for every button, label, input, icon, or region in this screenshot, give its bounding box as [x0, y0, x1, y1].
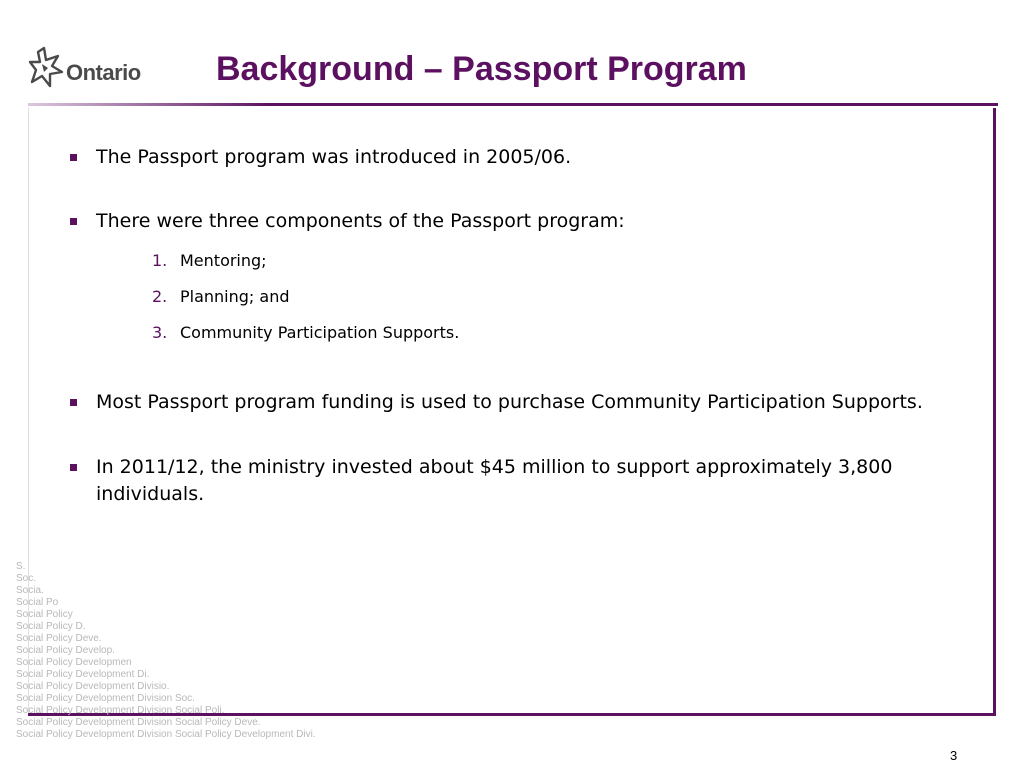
list-number: 2. — [152, 287, 168, 306]
watermark-line: Social Policy Deve. — [16, 633, 102, 644]
list-number: 3. — [152, 323, 168, 342]
bullet-item — [70, 208, 980, 235]
watermark-line: Social Policy Development Division Social Poli. — [16, 705, 225, 716]
division-watermark — [16, 561, 316, 741]
watermark-line: Social Policy Developmen — [16, 657, 132, 668]
slide-content — [70, 144, 980, 508]
list-item — [152, 243, 980, 279]
bullet-text: There were three components of the Passport program: — [96, 210, 625, 232]
watermark-line: Social Policy Development Division Social Policy Deve. — [16, 717, 261, 728]
watermark-line: Soc. — [16, 573, 37, 584]
page-number: 3 — [950, 748, 958, 763]
title-divider — [28, 103, 998, 106]
watermark-line: Social Policy Development Di. — [16, 669, 150, 680]
ontario-logo — [28, 46, 148, 92]
bullet-item — [70, 144, 980, 171]
square-bullet-icon — [70, 154, 77, 161]
square-bullet-icon — [70, 218, 77, 225]
watermark-line: Social Policy — [16, 609, 73, 620]
watermark-line: Social Policy Development Divisio. — [16, 681, 170, 692]
bullet-item — [70, 389, 980, 416]
list-number: 1. — [152, 251, 168, 270]
bullet-item — [70, 454, 980, 508]
list-text: Mentoring; — [180, 251, 267, 270]
square-bullet-icon — [70, 464, 77, 471]
page-title: Background – Passport Program — [216, 50, 747, 88]
watermark-line: Social Policy Development Division Soc. — [16, 693, 195, 704]
list-item — [152, 315, 980, 351]
logo-wordmark: Ontario — [66, 60, 141, 85]
watermark-line: Social Policy Development Division Social Policy Development Divi. — [16, 729, 316, 740]
list-text: Community Participation Supports. — [180, 323, 460, 342]
watermark-line: Socia. — [16, 585, 44, 596]
watermark-line: S. — [16, 561, 26, 572]
bullet-text: Most Passport program funding is used to purchase Community Participation Supports. — [96, 391, 923, 413]
components-list — [70, 243, 980, 351]
watermark-line: Social Policy D. — [16, 621, 86, 632]
watermark-line: Social Po — [16, 597, 59, 608]
bullet-text: In 2011/12, the ministry invested about $45 million to support approximately 3,800 individuals. — [96, 456, 893, 505]
list-item — [152, 279, 980, 315]
trillium-icon — [28, 46, 68, 92]
bullet-text: The Passport program was introduced in 2005/06. — [96, 146, 572, 168]
list-text: Planning; and — [180, 287, 290, 306]
watermark-line: Social Policy Develop. — [16, 645, 115, 656]
square-bullet-icon — [70, 399, 77, 406]
